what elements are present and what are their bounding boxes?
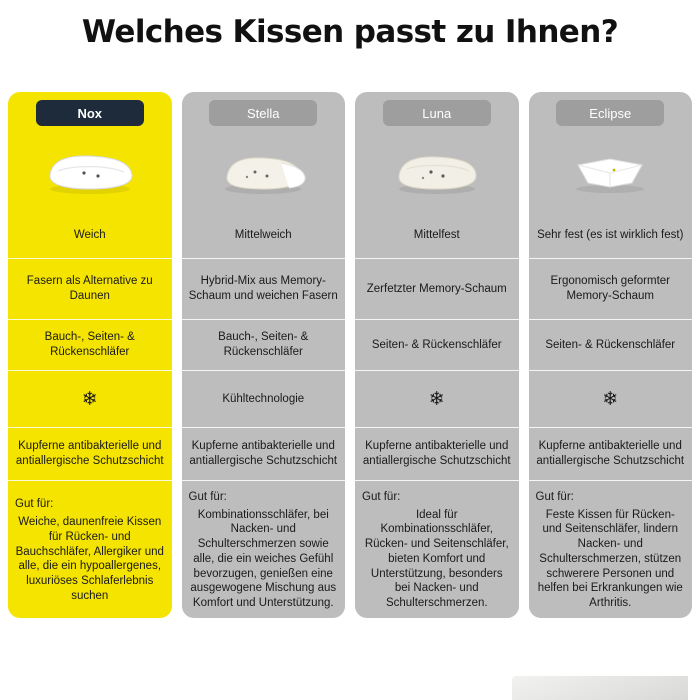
product-name-badge: Nox (36, 100, 144, 126)
product-image-stella (182, 130, 346, 212)
technology-cell (529, 370, 693, 427)
good-for-text: Ideal für Kombinationsschläfer, Rücken- und Seitenschläfer, bieten Komfort und Unterstützung, besonders bei Nacken- und Schulterschmerzen. (364, 508, 509, 610)
protection-layer-cell: Kupferne antibakterielle und antiallergische Schutzschicht (529, 427, 693, 480)
product-name-badge: Eclipse (556, 100, 664, 126)
firmness-cell: Sehr fest (es ist wirklich fest) (537, 228, 684, 241)
fill-cell: Ergonomisch geformter Memory-Schaum (529, 258, 693, 319)
product-name-badge: Luna (383, 100, 491, 126)
pillow-icon (38, 145, 142, 197)
product-column-luna[interactable] (355, 92, 519, 618)
product-name-badge: Stella (209, 100, 317, 126)
product-image-nox (8, 130, 172, 212)
sleeper-type-cell: Bauch-, Seiten- & Rückenschläfer (182, 319, 346, 370)
product-column-stella[interactable] (182, 92, 346, 618)
good-for-cell (529, 480, 693, 618)
sleeper-type-cell: Seiten- & Rückenschläfer (529, 319, 693, 370)
sleeper-type-cell: Seiten- & Rückenschläfer (355, 319, 519, 370)
snowflake-icon: ❄ (602, 388, 619, 410)
fill-cell: Fasern als Alternative zu Daunen (8, 258, 172, 319)
pillow-icon (385, 145, 489, 197)
technology-cell (355, 370, 519, 427)
protection-layer-cell: Kupferne antibakterielle und antiallergische Schutzschicht (355, 427, 519, 480)
sleeper-type-cell: Bauch-, Seiten- & Rückenschläfer (8, 319, 172, 370)
good-for-text: Kombinationsschläfer, bei Nacken- und Schulterschmerzen sowie alle, die ein weiches Gefühl bevorzugen, genießen eine ausgewogene Mischung aus Komfort und Unterstützung. (190, 508, 337, 610)
good-for-cell (8, 480, 172, 618)
pillow-icon (558, 145, 662, 197)
firmness-cell: Mittelweich (234, 228, 292, 241)
fill-cell: Zerfetzter Memory-Schaum (355, 258, 519, 319)
bottom-preview-image (512, 676, 688, 700)
product-column-nox[interactable] (8, 92, 172, 618)
technology-cell: Kühltechnologie (182, 370, 346, 427)
pillow-icon (211, 145, 315, 197)
good-for-label: Gut für: (535, 491, 574, 503)
pillow-comparison-table (8, 92, 692, 618)
product-image-eclipse (529, 130, 693, 212)
good-for-label: Gut für: (15, 498, 54, 511)
product-image-luna (355, 130, 519, 212)
snowflake-icon: ❄ (81, 388, 98, 410)
protection-layer-cell: Kupferne antibakterielle und antiallergische Schutzschicht (8, 427, 172, 480)
good-for-cell (182, 480, 346, 618)
snowflake-icon: ❄ (428, 388, 445, 410)
good-for-cell (355, 480, 519, 618)
good-for-text: Weiche, daunenfreie Kissen für Rücken- und Bauchschläfer, Allergiker und alle, die ein hypoallergenes, luxuriöses Schlaferlebnis suchen (15, 516, 164, 602)
good-for-label: Gut für: (188, 491, 227, 503)
good-for-text: Feste Kissen für Rücken- und Seitenschläfer, lindern Nacken- und Schulterschmerzen, stützen schwerere Personen und helfen bei Erkrankungen wie Arthritis. (537, 508, 683, 610)
product-column-eclipse[interactable] (529, 92, 693, 618)
firmness-cell: Mittelfest (413, 228, 460, 241)
good-for-label: Gut für: (362, 491, 401, 503)
page-title: Welches Kissen passt zu Ihnen? (81, 14, 619, 50)
firmness-cell: Weich (73, 228, 106, 241)
fill-cell: Hybrid-Mix aus Memory-Schaum und weichen Fasern (182, 258, 346, 319)
protection-layer-cell: Kupferne antibakterielle und antiallergische Schutzschicht (182, 427, 346, 480)
technology-cell (8, 370, 172, 427)
